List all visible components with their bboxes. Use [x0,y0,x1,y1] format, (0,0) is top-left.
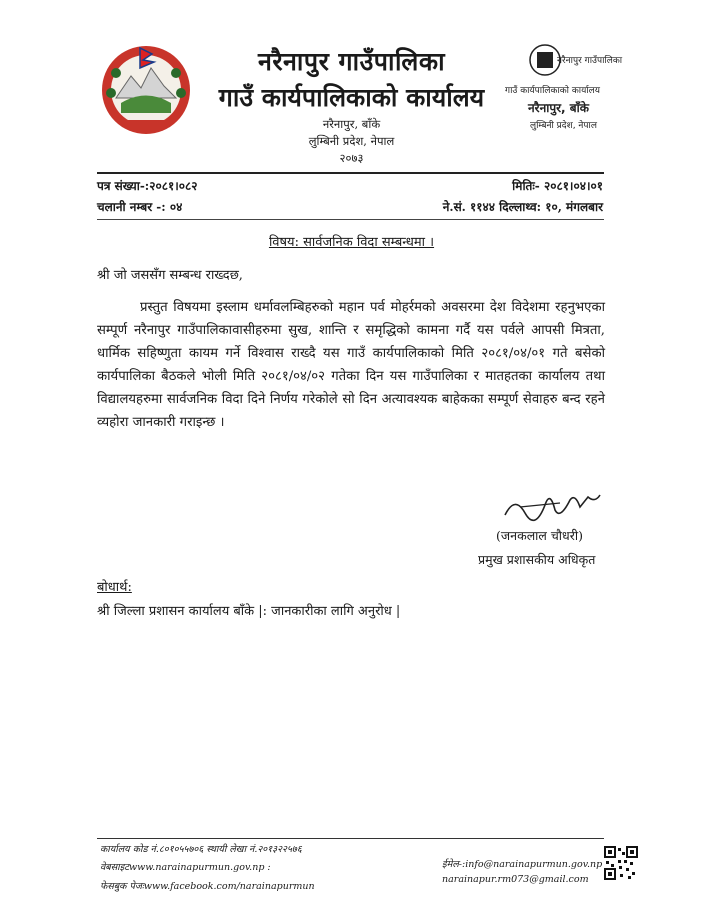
dispatch-number: चलानी नम्बर -: ०४ [97,200,183,214]
seal-text-bottom: लुम्बिनी प्रदेश, नेपाल [530,121,597,131]
address-line2: लुम्बिनी प्रदेश, नेपाल [308,134,395,148]
footer-facebook: फेसबुक पेजःwww.facebook.com/narainapurmun [100,881,315,892]
meta-divider [97,219,604,220]
footer-website: वेबसाइटwww.narainapurmun.gov.np : [100,862,271,873]
address-line3: २०७३ [339,151,364,165]
letter-number: पत्र संख्या-:२०८१।०८२ [97,179,198,193]
signatory-name: (जनकलाल चौधरी) [496,528,583,543]
footer-email: ईमेल-:info@narainapurmun.gov.np [442,859,603,870]
seal-text-place: नरैनापुर, बाँके [528,101,589,115]
nepal-sambat-date: ने.सं. ११४४ दिल्लाथ्व: १०, मंगलबार [442,200,603,214]
signatory-title: प्रमुख प्रशासकीय अधिकृत [478,552,596,567]
subject-line [0,232,703,250]
cc-heading: बोधार्थ: [97,580,132,595]
header-title-line1: नरैनापुर गाउँपालिका [257,47,446,76]
footer-email2: narainapur.rm073@gmail.com [442,874,589,885]
signature-scribble-icon [500,485,605,525]
seal-text-top: नरैनापुर गाउँपालिका [557,56,623,66]
header-title-line2: गाउँ कार्यपालिकाको कार्यालय [218,83,485,112]
address-line1: नरैनापुर, बाँके [322,117,381,131]
footer-divider [97,838,604,839]
letter-date: मितिः- २०८१।०४।०१ [512,179,603,193]
subject-text: विषय: सार्वजनिक विदा सम्बन्धमा । [268,235,435,250]
salutation: श्री जो जससँग सम्बन्ध राख्दछ, [97,268,243,283]
footer-office-code: कार्यालय कोड नं.८०१०५५७०६ स्थायी लेखा नं.२०१३२२५७६ [100,844,302,855]
cc-line: श्री जिल्ला प्रशासन कार्यालय बाँके |: जानकारीका लागि अनुरोध | [97,604,401,619]
letter-body: प्रस्तुत विषयमा इस्लाम धर्मावलम्बिहरुको महान पर्व मोहर्रमको अवसरमा देश विदेशमा रहनुभएका सम्पूर्ण नरैनापुर गाउँपालिकावासीहरुमा सुख, शान्ति र समृद्धिको कामना गर्दै यस पर्वले आपसी मित्रता, धार्मिक सहिष्णुता कायम गर्ने विश्वास राख्दै यस गाउँ कार्यपालिकाको मिति २०८१/०४/०१ गते बसेको कार्यपालिका बैठकले भोली मिति २०८१/०४/०२ गतेका दिन यस गाउँपालिका र मातहतका कार्यालय तथा विद्यालयहरुमा सार्वजनिक विदा दिने निर्णय गरेकोले सो दिन अत्यावश्यक बाहेकका सम्पूर्ण सेवाहरु बन्द रहने व्यहोरा जानकारी गराइन्छ । [97,300,605,430]
qr-code-icon [604,846,638,880]
header-divider [97,172,604,174]
office-seal-icon [500,38,623,143]
seal-text-middle: गाउँ कार्यपालिकाको कार्यालय [505,86,600,96]
